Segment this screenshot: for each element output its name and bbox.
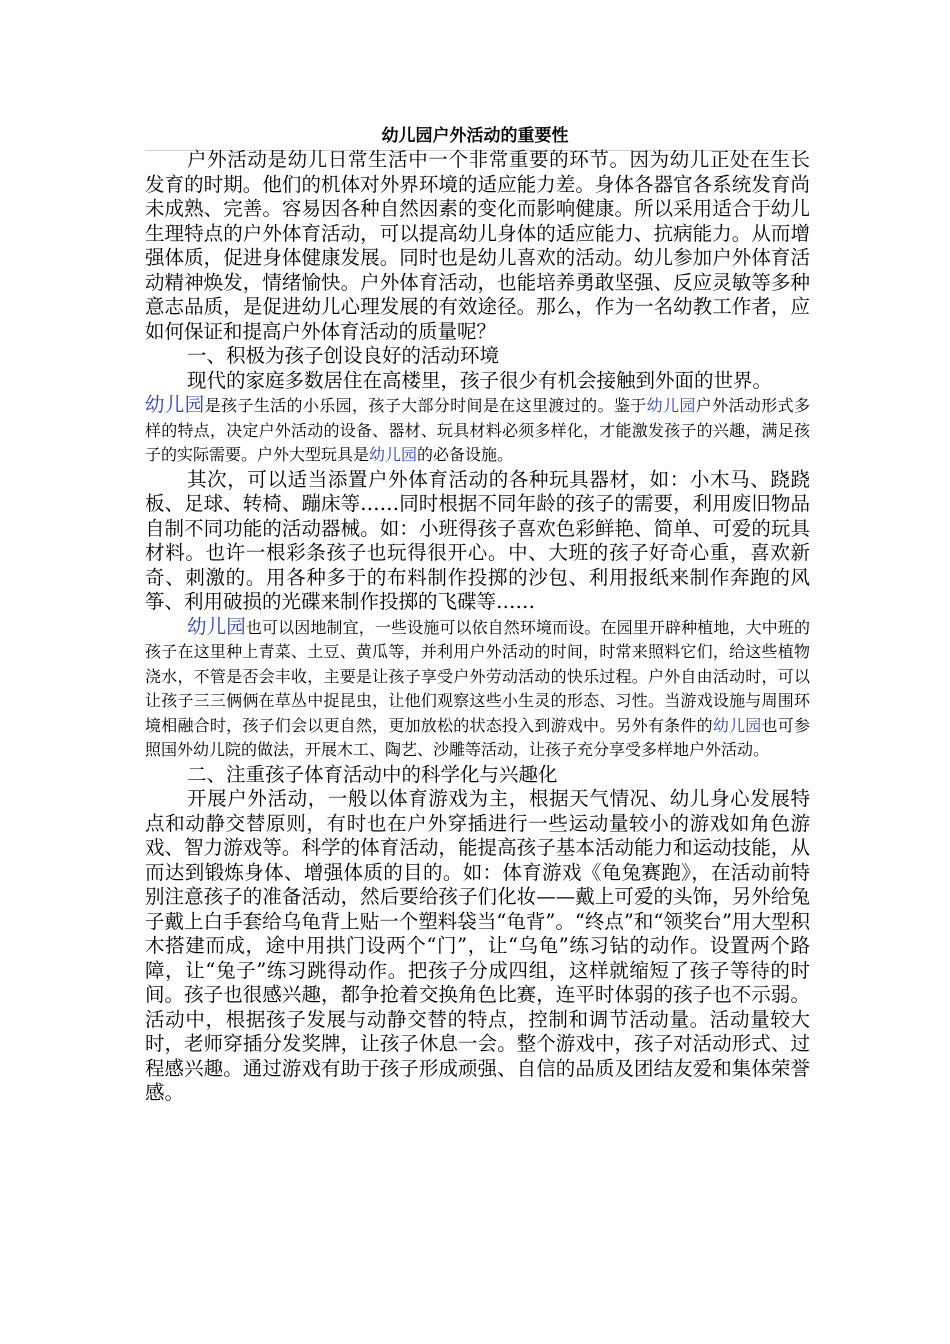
- paragraph-4: [145, 393, 810, 468]
- document-title: 幼儿园户外活动的重要性: [381, 126, 569, 146]
- kindergarten-link[interactable]: 幼儿园: [145, 393, 205, 416]
- paragraph-1: [145, 148, 810, 344]
- paragraph-2: [145, 344, 810, 369]
- paragraph-6: [145, 615, 810, 763]
- text-segment: 开展户外活动，一般以体育游戏为主，根据天气情况、幼儿身心发展特点和动静交替原则，有时也在户外穿插进行一些运动量较小的游戏如角色游戏、智力游戏等。科学的体育活动，能提高孩子基本活动能力和运动技能，从而达到锻炼身体、增强体质的目的。如：体育游戏《龟兔赛跑》，在活动前特别注意孩子的准备活动，然后要给孩子们化妆——戴上可爱的头饰，另外给兔子戴上白手套给乌龟背上贴一个塑料袋当“龟背”。“终点”和“领奖台”用大型积木搭建而成，途中用拱门设两个“门”，让“乌龟”练习钻的动作。设置两个路障，让“兔子”练习跳得动作。把孩子分成四组，这样就缩短了孩子等待的时间。孩子也很感兴趣，都争抢着交换角色比赛，连平时体弱的孩子也不示弱。活动中，根据孩子发展与动静交替的特点，控制和调节活动量。活动量较大时，老师穿插分发奖牌，让孩子休息一会。整个游戏中，孩子对活动形式、过程感兴趣。通过游戏有助于孩子形成顽强、自信的品质及团结友爱和集体荣誉感。: [145, 787, 810, 1104]
- text-segment: 也可以因地制宜，一些设施可以依自然环境而设。在园里开辟种植地，大中班的孩子在这里种上青菜、土豆、黄瓜等，并利用户外活动的时间，时常来照料它们，给这些植物浇水，不管是否会丰收，主要是让孩子享受户外劳动活动的快乐过程。户外自由活动时，可以让孩子三三俩俩在草丛中捉昆虫，让他们观察这些小生灵的形态、习性。当游戏设施与周围环境相融合时，孩子们会以更自然，更加放松的状态投入到游戏中。另外有条件的: [145, 617, 810, 735]
- text-segment: 也可参照国外幼儿院的做法，开展木工、陶艺、沙雕等活动，让孩子充分享受多样地户外活动。: [145, 715, 810, 759]
- paragraph-8: [145, 787, 810, 1106]
- paragraph-7: [145, 763, 810, 788]
- text-segment: 户外活动形式多样的特点，决定户外活动的设备、器材、玩具材料必须多样化，才能激发孩子的兴趣，满足孩子的实际需要。户外大型玩具是: [145, 396, 810, 464]
- kindergarten-link[interactable]: 幼儿园: [712, 715, 762, 735]
- document-body: [145, 148, 810, 1106]
- text-segment: 一、积极为孩子创设良好的活动环境: [187, 344, 500, 367]
- text-segment: 户外活动是幼儿日常生活中一个非常重要的环节。因为幼儿正处在生长发育的时期。他们的机体对外界环境的适应能力差。身体各器官各系统发育尚未成熟、完善。容易因各种自然因素的变化而影响健康。所以采用适合于幼儿生理特点的户外体育活动，可以提高幼儿身体的适应能力、抗病能力。从而增强体质，促进身体健康发展。同时也是幼儿喜欢的活动。幼儿参加户外体育活动精神焕发，情绪愉快。户外体育活动，也能培养勇敢坚强、反应灵敏等多种意志品质，是促进幼儿心理发展的有效途径。那么，作为一名幼教工作者，应如何保证和提高户外体育活动的质量呢？: [145, 148, 810, 343]
- kindergarten-link[interactable]: 幼儿园: [646, 396, 696, 415]
- kindergarten-link[interactable]: 幼儿园: [369, 445, 418, 464]
- text-segment: 的必备设施。: [417, 445, 514, 464]
- paragraph-3: [145, 369, 810, 394]
- text-segment: 二、注重孩子体育活动中的科学化与兴趣化: [187, 762, 558, 786]
- text-segment: 现代的家庭多数居住在高楼里，孩子很少有机会接触到外面的世界。: [187, 368, 773, 392]
- text-segment: 其次，可以适当添置户外体育活动的各种玩具器材，如：小木马、跷跷板、足球、转椅、蹦床等……同时根据不同年龄的孩子的需要，利用废旧物品自制不同功能的活动器械。如：小班得孩子喜欢色彩鲜艳、简单、可爱的玩具材料。也许一根彩条孩子也玩得很开心。中、大班的孩子好奇心重，喜欢新奇、刺激的。用各种多于的布料制作投掷的沙包、利用报纸来制作奔跑的风筝、利用破损的光碟来制作投掷的飞碟等……: [145, 467, 810, 613]
- kindergarten-link[interactable]: 幼儿园: [187, 614, 246, 638]
- paragraph-5: [145, 468, 810, 615]
- text-segment: 是孩子生活的小乐园，孩子大部分时间是在这里渡过的。鉴于: [204, 396, 647, 415]
